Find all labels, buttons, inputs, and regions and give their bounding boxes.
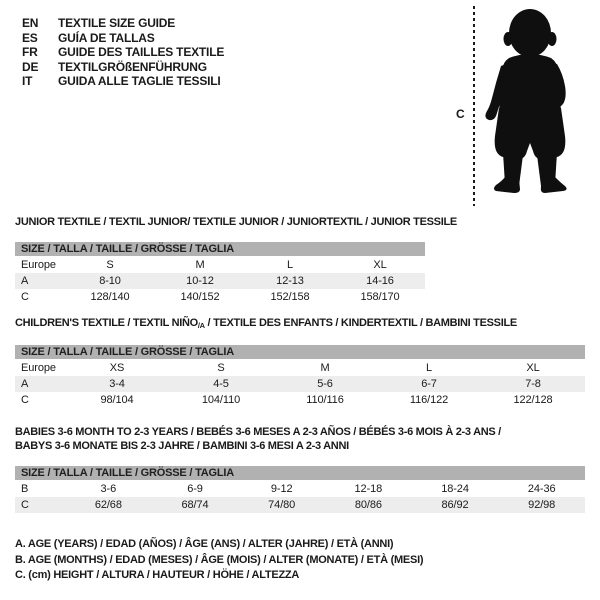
value-cell: 104/110 xyxy=(201,394,241,406)
value-cell: 14-16 xyxy=(366,275,394,287)
babies-title-line1: BABIES 3-6 MONTH TO 2-3 YEARS / BEBÉS 3-6 MESES A 2-3 AÑOS / BÉBÉS 3-6 MOIS À 2-3 ANS / xyxy=(15,426,501,438)
row-label: C xyxy=(21,291,29,303)
value-cell: 5-6 xyxy=(317,378,333,390)
language-row-en xyxy=(22,16,224,31)
value-cell: 92/98 xyxy=(528,499,556,511)
value-cell: 24-36 xyxy=(527,482,556,495)
value-cell: 7-8 xyxy=(525,378,541,390)
size-header-bar: SIZE / TALLA / TAILLE / GRÖSSE / TAGLIA xyxy=(15,466,585,480)
language-row-fr xyxy=(22,45,224,60)
table-row-height xyxy=(15,497,585,513)
value-cell: 6-7 xyxy=(421,378,437,390)
language-title: TEXTILGRÖßENFÜHRUNG xyxy=(58,59,207,74)
row-label: Europe xyxy=(21,361,56,374)
value-cell: 158/170 xyxy=(360,291,400,303)
toddler-silhouette-icon xyxy=(485,6,575,194)
language-row-es xyxy=(22,31,224,46)
value-cell: 12-13 xyxy=(276,275,304,287)
row-label: Europe xyxy=(21,258,56,271)
value-cell: 3-4 xyxy=(109,378,125,390)
table-row-europe xyxy=(15,256,425,273)
value-cell: 152/158 xyxy=(270,291,310,303)
value-cell: 62/68 xyxy=(94,499,122,511)
language-legend xyxy=(22,16,224,89)
size-cell: L xyxy=(286,258,294,271)
value-cell: 8-10 xyxy=(99,275,121,287)
size-cell: M xyxy=(320,361,330,374)
language-title: TEXTILE SIZE GUIDE xyxy=(58,16,176,30)
value-cell: 18-24 xyxy=(441,482,469,495)
children-size-table xyxy=(15,345,585,408)
babies-title-line2: BABYS 3-6 MONATE BIS 2-3 JAHRE / BAMBINI 3-6 MESI A 2-3 ANNI xyxy=(15,440,349,452)
language-code: IT xyxy=(22,74,33,89)
table-row-age-months xyxy=(15,480,585,497)
table-row-europe xyxy=(15,359,585,376)
language-code: ES xyxy=(22,30,38,45)
language-code: FR xyxy=(22,45,38,60)
table-row-age xyxy=(15,376,585,392)
value-cell: 98/104 xyxy=(100,394,134,406)
footnote-c: C. (cm) HEIGHT / ALTURA / HAUTEUR / HÖHE / ALTEZZA xyxy=(15,569,300,582)
size-cell: S xyxy=(217,361,225,374)
size-cell: S xyxy=(106,258,114,271)
children-title-subscript: /A xyxy=(197,321,205,330)
table-row-height xyxy=(15,289,425,305)
row-label: C xyxy=(21,499,29,511)
size-header-bar: SIZE / TALLA / TAILLE / GRÖSSE / TAGLIA xyxy=(15,345,585,359)
measure-label: C xyxy=(456,107,465,121)
junior-size-table xyxy=(15,242,425,305)
table-row-height xyxy=(15,392,585,408)
language-title: GUIDA ALLE TAGLIE TESSILI xyxy=(58,74,221,89)
row-label: B xyxy=(21,482,29,495)
dashed-measure-line xyxy=(472,6,476,206)
language-title: GUIDE DES TAILLES TEXTILE xyxy=(58,45,225,60)
value-cell: 3-6 xyxy=(100,482,117,495)
value-cell: 74/80 xyxy=(268,499,296,511)
size-cell: XL xyxy=(526,361,540,374)
value-cell: 86/92 xyxy=(441,499,469,511)
value-cell: 6-9 xyxy=(187,482,203,495)
children-title-rest: / TEXTILE DES ENFANTS / KINDERTEXTIL / BAMBINI TESSILE xyxy=(204,317,517,329)
language-row-de xyxy=(22,60,224,75)
row-label: C xyxy=(21,394,29,406)
size-cell: XL xyxy=(373,258,387,271)
size-cell: XS xyxy=(109,361,125,374)
value-cell: 110/116 xyxy=(306,394,344,406)
row-label: A xyxy=(21,275,29,287)
value-cell: 10-12 xyxy=(186,275,214,287)
size-header-bar: SIZE / TALLA / TAILLE / GRÖSSE / TAGLIA xyxy=(15,242,425,256)
table-row-age xyxy=(15,273,425,289)
babies-size-table xyxy=(15,466,585,513)
value-cell: 68/74 xyxy=(181,499,209,511)
language-title: GUÍA DE TALLAS xyxy=(58,30,155,45)
language-code: EN xyxy=(22,16,39,30)
value-cell: 80/86 xyxy=(354,499,382,511)
junior-section-title: JUNIOR TEXTILE / TEXTIL JUNIOR/ TEXTILE JUNIOR / JUNIORTEXTIL / JUNIOR TESSILE xyxy=(15,216,457,228)
size-cell: L xyxy=(425,361,433,374)
value-cell: 116/122 xyxy=(409,394,449,406)
row-label: A xyxy=(21,378,29,390)
value-cell: 122/128 xyxy=(513,394,553,406)
children-section-title xyxy=(15,317,517,330)
language-row-it xyxy=(22,74,224,89)
value-cell: 128/140 xyxy=(90,291,130,303)
value-cell: 140/152 xyxy=(180,291,220,303)
footnotes xyxy=(15,537,423,584)
language-code: DE xyxy=(22,59,39,74)
size-cell: M xyxy=(195,258,205,271)
footnote-a: A. AGE (YEARS) / EDAD (AÑOS) / ÂGE (ANS) / ALTER (JAHRE) / ETÀ (ANNI) xyxy=(15,538,394,550)
value-cell: 4-5 xyxy=(213,378,229,390)
footnote-b: B. AGE (MONTHS) / EDAD (MESES) / ÂGE (MOIS) / ALTER (MONATE) / ETÀ (MESI) xyxy=(15,553,424,566)
babies-section-title xyxy=(15,425,501,453)
value-cell: 9-12 xyxy=(270,482,293,495)
value-cell: 12-18 xyxy=(354,482,383,495)
children-title-main: CHILDREN'S TEXTILE / TEXTIL NIÑO xyxy=(15,317,198,329)
